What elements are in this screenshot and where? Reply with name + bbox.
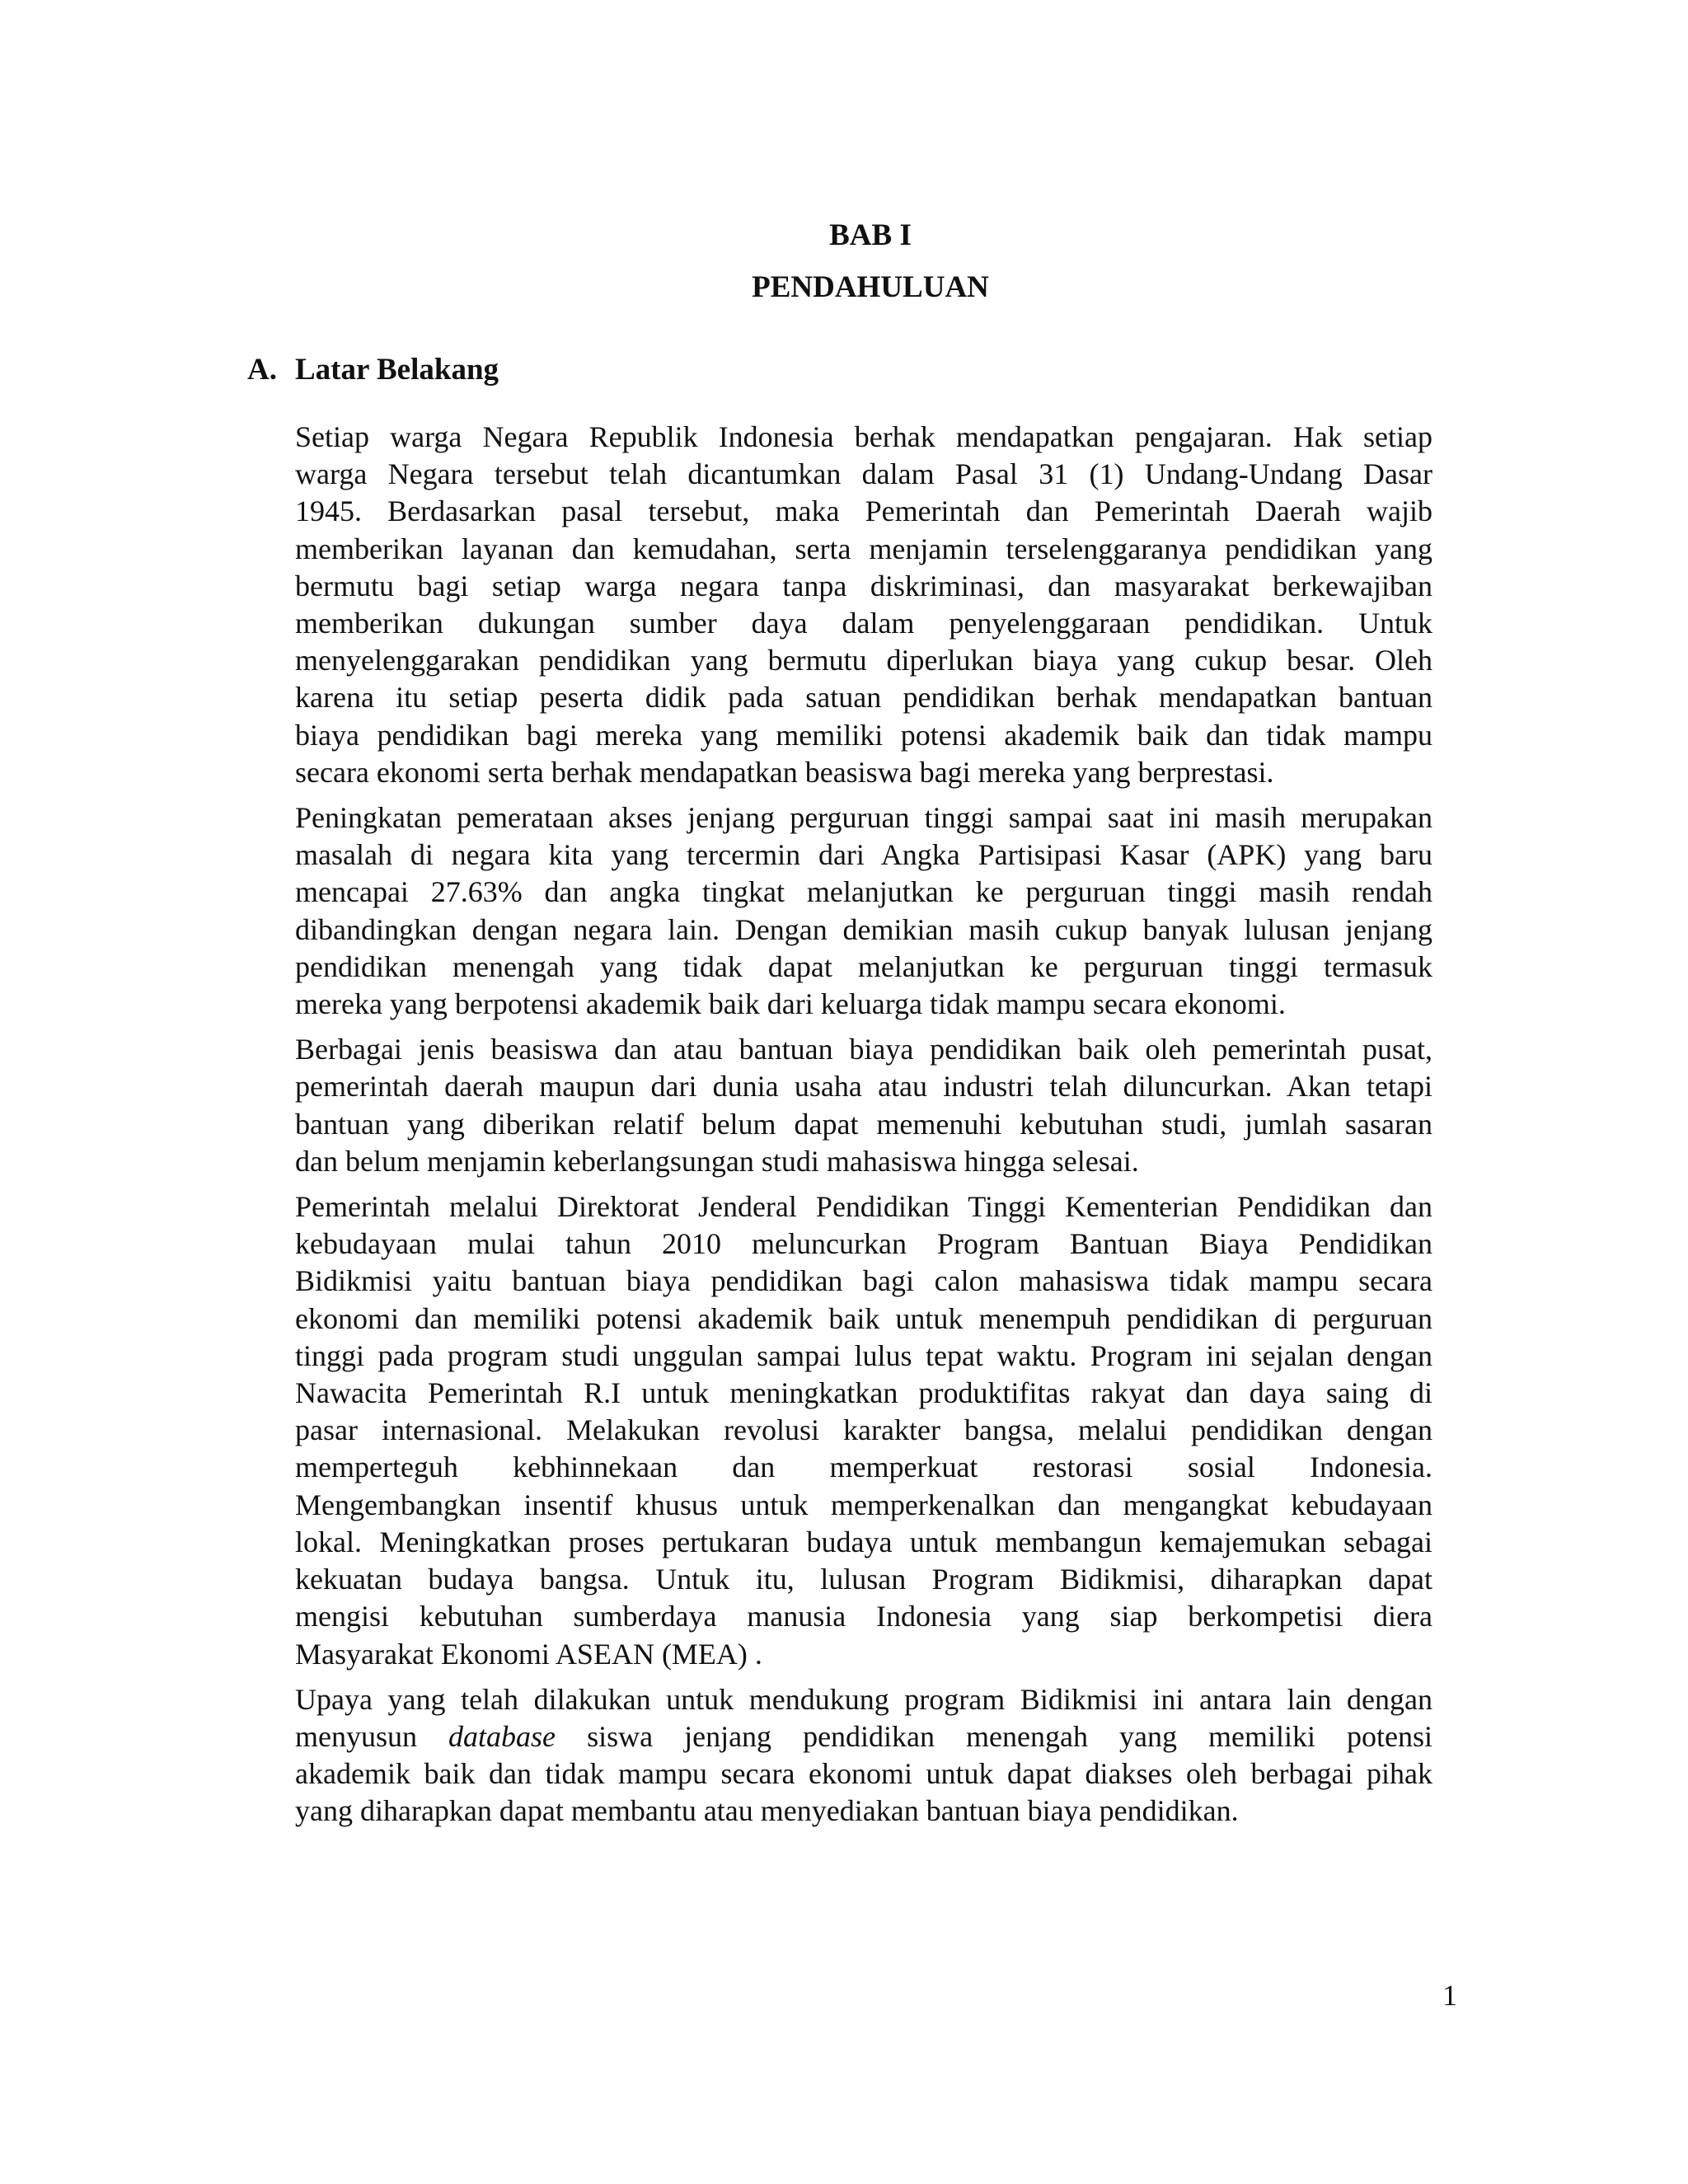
text-line: 1945. Berdasarkan pasal tersebut, maka Pemerintah dan Pemerintah Daerah wajib bbox=[295, 494, 1432, 528]
section-title: Latar Belakang bbox=[295, 353, 499, 387]
italic-term: database bbox=[448, 1719, 556, 1753]
text-line: masalah di negara kita yang tercermin dari Angka Partisipasi Kasar (APK) yang baru bbox=[295, 838, 1432, 872]
page-number: 1 bbox=[1442, 1979, 1457, 2012]
text-line-with-italic bbox=[295, 1718, 1432, 1755]
paragraph-2 bbox=[295, 799, 1432, 1023]
text-line: bantuan yang diberikan relatif belum dapat memenuhi kebutuhan studi, jumlah sasaran bbox=[295, 1107, 1432, 1141]
chapter-number: BAB I bbox=[829, 218, 912, 252]
text-line: akademik baik dan tidak mampu secara ekonomi untuk dapat diakses oleh berbagai pihak bbox=[295, 1757, 1432, 1791]
text-line: Masyarakat Ekonomi ASEAN (MEA) . bbox=[295, 1637, 762, 1671]
text-line: Nawacita Pemerintah R.I untuk meningkatkan produktifitas rakyat dan daya saing di bbox=[295, 1376, 1432, 1410]
section-letter: A. bbox=[247, 353, 277, 387]
chapter-title: PENDAHULUAN bbox=[752, 270, 989, 304]
text-line: Peningkatan pemerataan akses jenjang perguruan tinggi sampai saat ini masih merupakan bbox=[295, 801, 1432, 835]
text-line: yang diharapkan dapat membantu atau menyediakan bantuan biaya pendidikan. bbox=[295, 1794, 1239, 1828]
text-line: kekuatan budaya bangsa. Untuk itu, lulusan Program Bidikmisi, diharapkan dapat bbox=[295, 1563, 1432, 1596]
text-line: kebudayaan mulai tahun 2010 meluncurkan Program Bantuan Biaya Pendidikan bbox=[295, 1227, 1432, 1261]
text-line: memperteguh kebhinnekaan dan memperkuat restorasi sosial Indonesia. bbox=[295, 1451, 1432, 1484]
text-run: menyusun bbox=[295, 1719, 417, 1753]
paragraph-5 bbox=[295, 1681, 1432, 1830]
text-line: lokal. Meningkatkan proses pertukaran budaya untuk membangun kemajemukan sebagai bbox=[295, 1525, 1432, 1558]
text-line: ekonomi dan memiliki potensi akademik baik untuk menempuh pendidikan di perguruan bbox=[295, 1301, 1432, 1335]
body-text bbox=[295, 419, 1432, 1839]
text-line: dan belum menjamin keberlangsungan studi mahasiswa hingga selesai. bbox=[295, 1144, 1139, 1178]
section-heading bbox=[247, 354, 499, 385]
text-line: bermutu bagi setiap warga negara tanpa diskriminasi, dan masyarakat berkewajiban bbox=[295, 569, 1432, 602]
text-line: Setiap warga Negara Republik Indonesia berhak mendapatkan pengajaran. Hak setiap bbox=[295, 420, 1432, 453]
text-line: pemerintah daerah maupun dari dunia usaha atau industri telah diluncurkan. Akan tetapi bbox=[295, 1070, 1432, 1104]
text-line: memberikan layanan dan kemudahan, serta menjamin terselenggaranya pendidikan yang bbox=[295, 532, 1432, 565]
paragraph-1 bbox=[295, 419, 1432, 791]
text-line: secara ekonomi serta berhak mendapatkan beasiswa bagi mereka yang berprestasi. bbox=[295, 755, 1274, 789]
text-line: Bidikmisi yaitu bantuan biaya pendidikan bagi calon mahasiswa tidak mampu secara bbox=[295, 1264, 1432, 1298]
text-run: siswa jenjang pendidikan menengah yang memiliki potensi bbox=[587, 1719, 1433, 1753]
text-line: biaya pendidikan bagi mereka yang memiliki potensi akademik baik dan tidak mampu bbox=[295, 718, 1432, 752]
paragraph-4 bbox=[295, 1188, 1432, 1673]
text-line: pendidikan menengah yang tidak dapat melanjutkan ke perguruan tinggi termasuk bbox=[295, 949, 1432, 983]
text-line: Mengembangkan insentif khusus untuk memperkenalkan dan mengangkat kebudayaan bbox=[295, 1488, 1432, 1521]
text-line: Upaya yang telah dilakukan untuk mendukung program Bidikmisi ini antara lain dengan bbox=[295, 1682, 1432, 1716]
text-line: karena itu setiap peserta didik pada satuan pendidikan berhak mendapatkan bantuan bbox=[295, 681, 1432, 715]
paragraph-3 bbox=[295, 1031, 1432, 1180]
text-line: menyelenggarakan pendidikan yang bermutu diperlukan biaya yang cukup besar. Oleh bbox=[295, 644, 1432, 677]
text-line: dibandingkan dengan negara lain. Dengan demikian masih cukup banyak lulusan jenjang bbox=[295, 912, 1432, 946]
text-line: mereka yang berpotensi akademik baik dari keluarga tidak mampu secara ekonomi. bbox=[295, 987, 1286, 1021]
text-line: warga Negara tersebut telah dicantumkan dalam Pasal 31 (1) Undang-Undang Dasar bbox=[295, 457, 1432, 491]
text-line: mencapai 27.63% dan angka tingkat melanjutkan ke perguruan tinggi masih rendah bbox=[295, 875, 1432, 909]
text-line: mengisi kebutuhan sumberdaya manusia Indonesia yang siap berkompetisi diera bbox=[295, 1600, 1432, 1633]
text-line: Berbagai jenis beasiswa dan atau bantuan biaya pendidikan baik oleh pemerintah pusat, bbox=[295, 1033, 1432, 1066]
text-line: pasar internasional. Melakukan revolusi karakter bangsa, melalui pendidikan dengan bbox=[295, 1413, 1432, 1447]
text-line: memberikan dukungan sumber daya dalam penyelenggaraan pendidikan. Untuk bbox=[295, 607, 1432, 640]
text-line: tinggi pada program studi unggulan sampai lulus tepat waktu. Program ini sejalan dengan bbox=[295, 1338, 1432, 1372]
text-line: Pemerintah melalui Direktorat Jenderal Pendidikan Tinggi Kementerian Pendidikan dan bbox=[295, 1190, 1432, 1224]
